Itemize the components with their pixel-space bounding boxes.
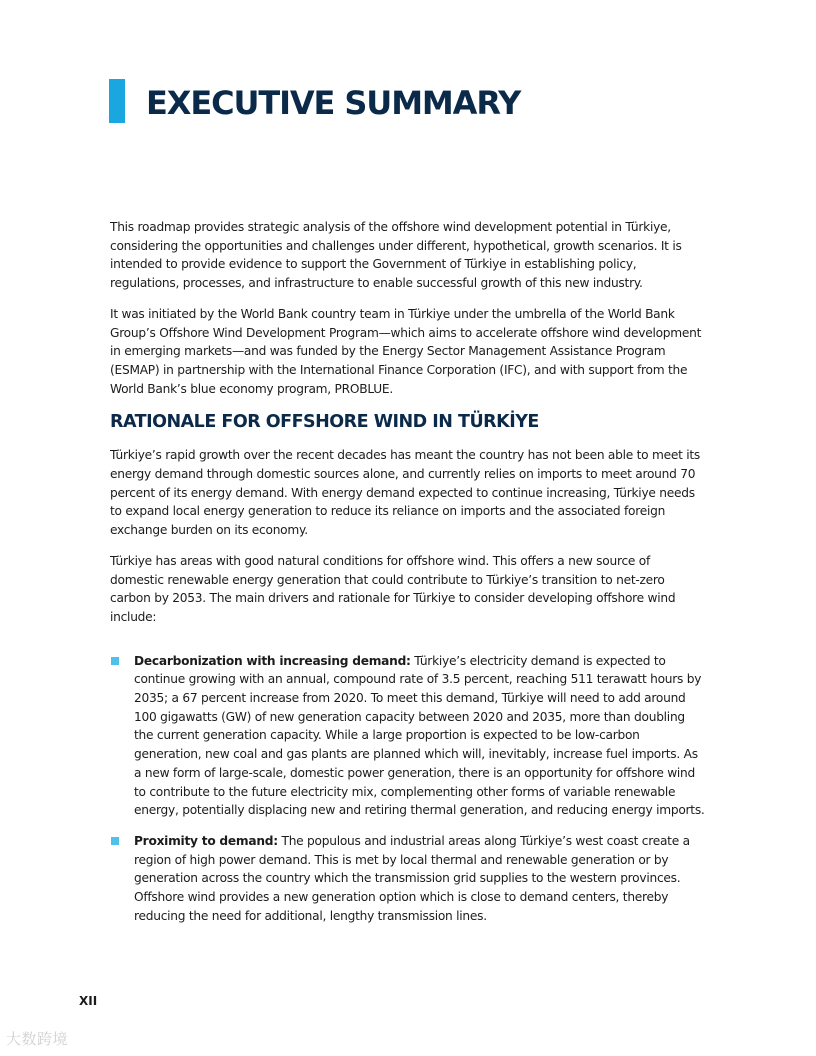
bullet-item-decarbonization — [110, 652, 705, 820]
bullet-text: Türkiye’s electricity demand is expected to continue growing with an annual, compound rate of 3.5 percent, reaching 511 terawatt hours by 2035; a 67 percent increase from 2020. To meet this demand, Türkiye will need to add around 100 gigawatts (GW) of new generation capacity between 2020 and 2035, more than doubling the current generation capacity. While a large proportion is expected to be low-carbon generation, new coal and gas plants are planned which will, inevitably, increase fuel imports. As a new form of large-scale, domestic power generation, there is an opportunity for offshore wind to contribute to the future electricity mix, complementing other forms of variable renewable energy, potentially displacing new and retiring thermal generation, and reducing energy imports. — [134, 653, 705, 818]
watermark: 大数跨境 — [6, 1030, 69, 1048]
bullet-lead: Decarbonization with increasing demand: — [134, 653, 411, 668]
bullet-lead: Proximity to demand: — [134, 833, 278, 848]
intro-paragraph-1: This roadmap provides strategic analysis of the offshore wind development potential in Türkiye, considering the opportunities and challenges under different, hypothetical, growth scenarios. It is intended to provide evidence to support the Government of Türkiye in establishing policy, regulations, processes, and infrastructure to enable successful growth of this new industry. — [110, 220, 682, 291]
document-body — [110, 218, 705, 938]
section-heading-rationale: RATIONALE FOR OFFSHORE WIND IN TÜRKİYE — [110, 412, 539, 433]
rationale-paragraph-1: Türkiye’s rapid growth over the recent decades has meant the country has not been able to meet its energy demand through domestic sources alone, and currently relies on imports to meet around 70 percent of its energy demand. With energy demand expected to continue increasing, Türkiye needs to expand local energy generation to reduce its reliance on imports and the associated foreign exchange burden on its economy. — [110, 448, 701, 538]
square-bullet-icon — [111, 837, 119, 845]
rationale-paragraph-2: Türkiye has areas with good natural conditions for offshore wind. This offers a new source of domestic renewable energy generation that could contribute to Türkiye’s transition to net-zero carbon by 2053. The main drivers and rationale for Türkiye to consider developing offshore wind include: — [110, 553, 676, 624]
square-bullet-icon — [111, 657, 119, 665]
page-number: XII — [79, 994, 98, 1008]
bullet-text: The populous and industrial areas along Türkiye’s west coast create a region of high power demand. This is met by local thermal and renewable generation or by generation across the country which the transmission grid supplies to the western provinces. Offshore wind provides a new generation option which is close to demand centers, thereby reducing the need for additional, lengthy transmission lines. — [134, 833, 690, 923]
drivers-bullet-list — [110, 652, 705, 926]
bullet-item-proximity — [110, 832, 705, 926]
intro-paragraph-2: It was initiated by the World Bank country team in Türkiye under the umbrella of the World Bank Group’s Offshore Wind Development Program—which aims to accelerate offshore wind development in emerging markets—and was funded by the Energy Sector Management Assistance Program (ESMAP) in partnership with the International Finance Corporation (IFC), and with support from the World Bank’s blue economy program, PROBLUE. — [110, 306, 702, 396]
title-accent-bar — [109, 79, 125, 123]
page-title: EXECUTIVE SUMMARY — [146, 84, 521, 122]
